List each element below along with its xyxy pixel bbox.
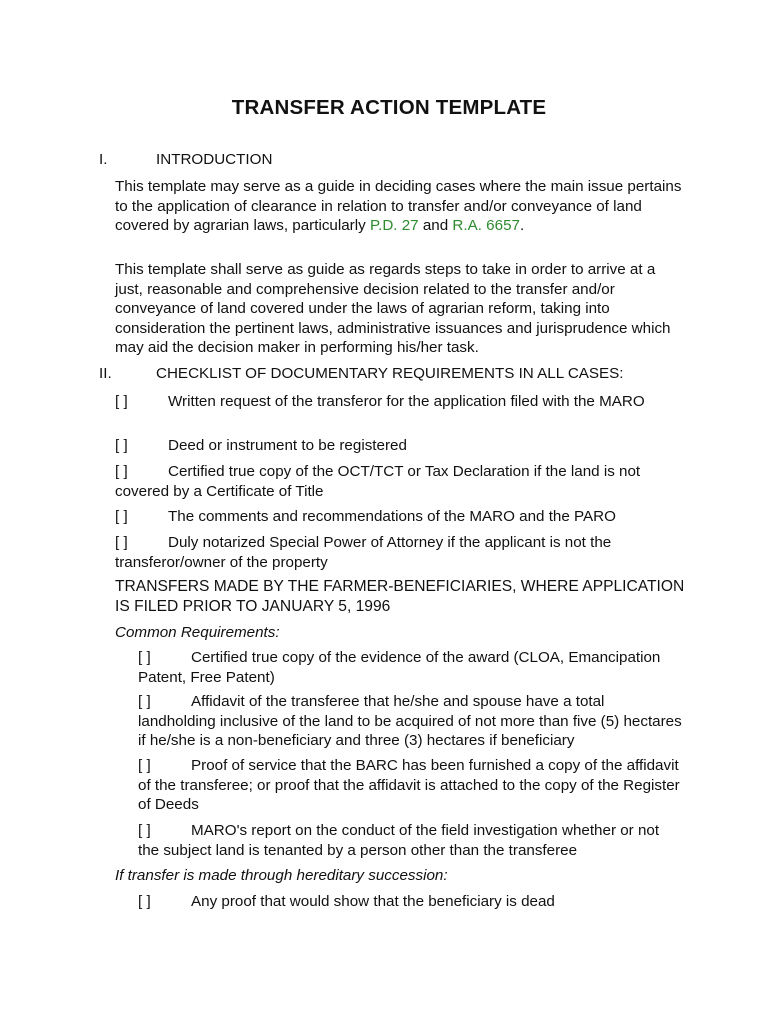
checkbox[interactable]: [ ] bbox=[138, 649, 151, 666]
checklist-item: [ ] Deed or instrument to be registered bbox=[115, 437, 407, 454]
ra6657-link[interactable]: R.A. 6657 bbox=[452, 217, 520, 234]
common-requirement-item: [ ] MARO's report on the conduct of the field investigation whether or not the subject land is tenanted by a person other than the transferee bbox=[138, 822, 660, 859]
checklist-item: [ ] The comments and recommendations of the MARO and the PARO bbox=[115, 508, 616, 525]
section-title: INTRODUCTION bbox=[156, 151, 273, 168]
common-requirement-item: [ ] Certified true copy of the evidence of the award (CLOA, Emancipation Patent, Free Patent) bbox=[138, 649, 661, 686]
section-title: CHECKLIST OF DOCUMENTARY REQUIREMENTS IN ALL CASES: bbox=[156, 365, 624, 382]
hereditary-requirement-item: [ ] Any proof that would show that the beneficiary is dead bbox=[138, 893, 555, 910]
checkbox[interactable]: [ ] bbox=[115, 393, 128, 410]
checklist-item: [ ] Duly notarized Special Power of Attorney if the applicant is not the transferor/owner of the property bbox=[115, 534, 612, 571]
checkbox[interactable]: [ ] bbox=[138, 893, 151, 910]
section-number: I. bbox=[99, 151, 108, 168]
hereditary-succession-label: If transfer is made through hereditary succession: bbox=[115, 867, 448, 884]
checkbox[interactable]: [ ] bbox=[115, 508, 128, 525]
intro-paragraph-1: This template may serve as a guide in deciding cases where the main issue pertains to the application of clearance in relation to transfer and/or conveyance of land covered by agrarian laws, particularly P.D. 27 and R.A. 6657. bbox=[115, 178, 682, 234]
common-requirement-item: [ ] Proof of service that the BARC has been furnished a copy of the affidavit of the transferee; or proof that the affidavit is attached to the copy of the Register of Deeds bbox=[138, 757, 680, 813]
common-requirement-item: [ ] Affidavit of the transferee that he/she and spouse have a total landholding inclusive of the land to be acquired of not more than five (5) hectares if he/she is a non-beneficiary and three (3) hectares if beneficiary bbox=[138, 693, 682, 749]
common-requirements-label: Common Requirements: bbox=[115, 624, 280, 641]
transfers-heading: TRANSFERS MADE BY THE FARMER-BENEFICIARIES, WHERE APPLICATION IS FILED PRIOR TO JANUARY 5, 1996 bbox=[115, 578, 685, 615]
checklist-item: [ ] Written request of the transferor for the application filed with the MARO bbox=[115, 393, 645, 410]
intro-paragraph-2: This template shall serve as guide as regards steps to take in order to arrive at a just, reasonable and comprehensive decision related to the transfer and/or conveyance of land covered under the laws of agrarian reform, taking into consideration the pertinent laws, administrative issuances and jurisprudence which may aid the decision maker in performing his/her task. bbox=[115, 261, 671, 356]
document-title: TRANSFER ACTION TEMPLATE bbox=[231, 96, 547, 119]
pd27-link[interactable]: P.D. 27 bbox=[369, 217, 419, 234]
checklist-item: [ ] Certified true copy of the OCT/TCT or Tax Declaration if the land is not covered by a Certificate of Title bbox=[115, 463, 641, 500]
checkbox[interactable]: [ ] bbox=[138, 757, 151, 774]
checkbox[interactable]: [ ] bbox=[138, 693, 151, 710]
section-number: II. bbox=[99, 365, 112, 382]
section-intro-heading bbox=[99, 150, 272, 170]
checkbox[interactable]: [ ] bbox=[115, 463, 128, 480]
checkbox[interactable]: [ ] bbox=[115, 534, 128, 551]
checkbox[interactable]: [ ] bbox=[115, 437, 128, 454]
checkbox[interactable]: [ ] bbox=[138, 822, 151, 839]
section-checklist-heading bbox=[99, 364, 624, 384]
